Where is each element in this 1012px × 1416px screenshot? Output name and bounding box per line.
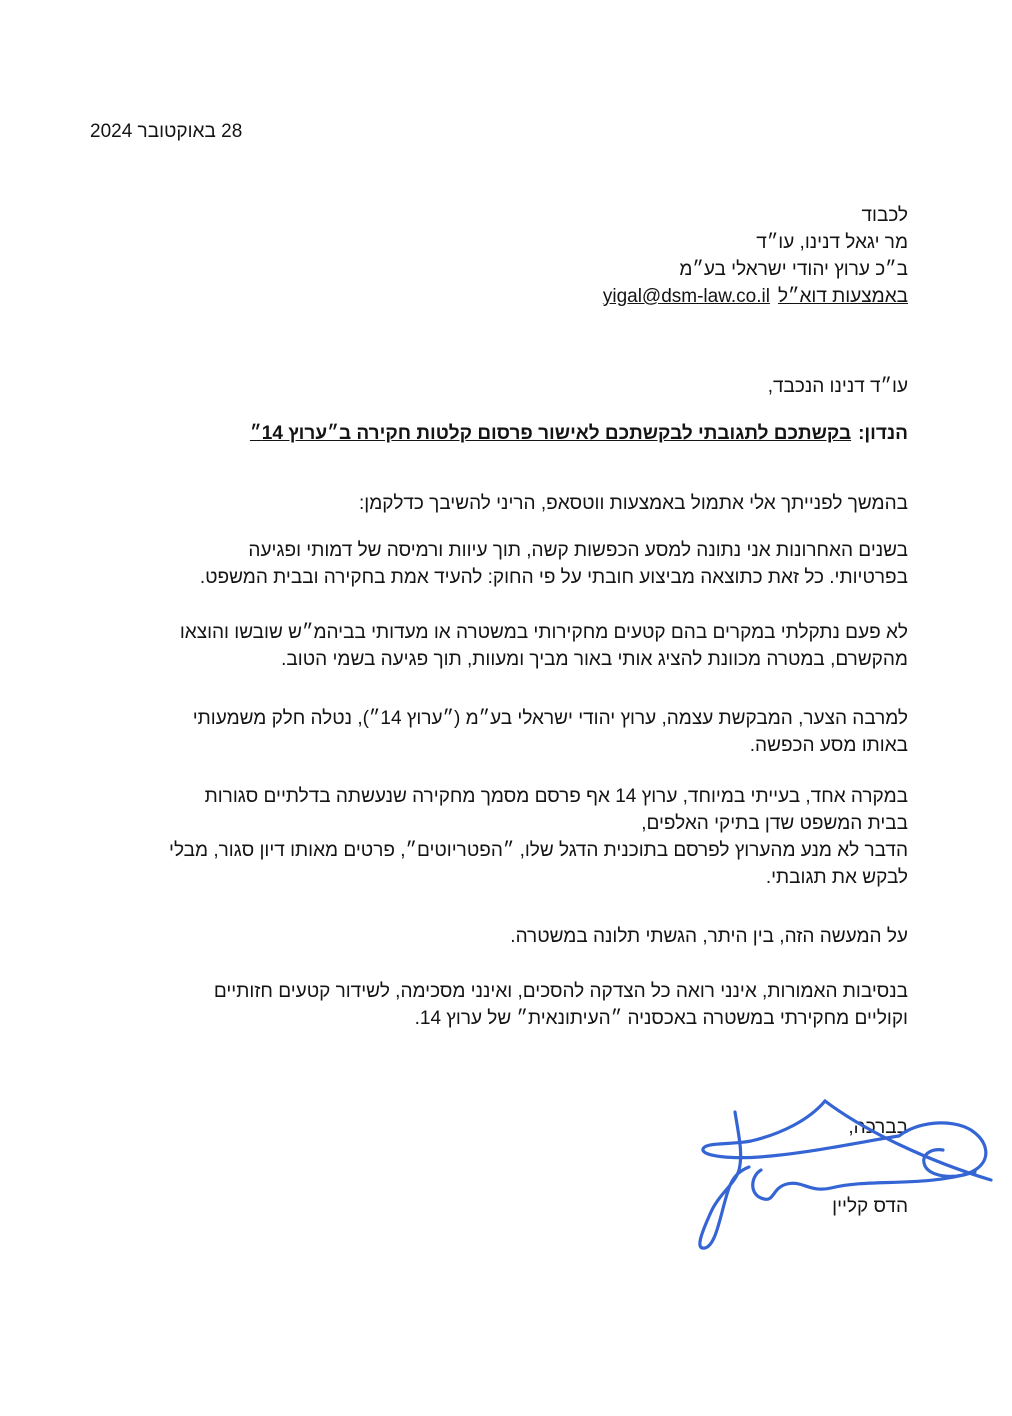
email-label: באמצעות דוא״ל [777, 286, 908, 307]
paragraph-line: בפרטיותי. כל זאת כתוצאה מביצוע חובתי על פי החוק: להעיד אמת בחקירה ובבית המשפט. [199, 567, 908, 588]
paragraph [90, 619, 908, 673]
paragraph [90, 490, 908, 517]
paragraph [90, 537, 908, 591]
recipient-role: ב״כ ערוץ יהודי ישראלי בע״מ [679, 259, 908, 280]
paragraph-line: במקרה אחד, בעייתי במיוחד, ערוץ 14 אף פרסם מסמך מחקירה שנעשתה בדלתיים סגורות [204, 786, 908, 807]
subject-text: בקשתכם לתגובתי לבקשתכם לאישור פרסום קלטות חקירה ב״ערוץ 14״ [249, 423, 852, 444]
signer-name: הדס קליין [832, 1196, 908, 1217]
paragraph-line: למרבה הצער, המבקשת עצמה, ערוץ יהודי ישראלי בע״מ (״ערוץ 14״), נטלה חלק משמעותי [192, 708, 908, 729]
recipient-block [90, 202, 908, 310]
paragraph [90, 923, 908, 950]
paragraph-line: בשנים האחרונות אני נתונה למסע הכפשות קשה, תוך עיוות ורמיסה של דמותי ופגיעה [248, 540, 908, 561]
paragraph-line: לבקש את תגובתי. [765, 867, 908, 888]
subject-prefix: הנדון: [858, 423, 908, 444]
recipient-heading: לכבוד [861, 205, 908, 226]
paragraph [90, 978, 908, 1032]
paragraph [90, 783, 908, 891]
paragraph-line: על המעשה הזה, בין היתר, הגשתי תלונה במשטרה. [510, 926, 908, 947]
paragraph-line: לא פעם נתקלתי במקרים בהם קטעים מחקירותי במשטרה או מעדותי בביהמ״ש שובשו והוצאו [179, 622, 908, 643]
valediction: בברכה, [848, 1117, 908, 1138]
paragraph-line: מהקשרם, במטרה מכוונת להציג אותי באור מביך ומעוות, תוך פגיעה בשמי הטוב. [281, 649, 908, 670]
paragraph-line: בבית המשפט שדן בתיקי האלפים, [641, 813, 908, 834]
paragraph-line: בהמשך לפנייתך אלי אתמול באמצעות ווטסאפ, הריני להשיבך כדלקמן: [359, 493, 908, 514]
recipient-name: מר יגאל דנינו, עו״ד [756, 232, 908, 253]
salutation: עו״ד דנינו הנכבד, [767, 376, 908, 397]
paragraph-line: באותו מסע הכפשה. [749, 735, 908, 756]
paragraph-line: בנסיבות האמורות, אינני רואה כל הצדקה להסכים, ואינני מסכימה, לשידור קטעים חזותיים [213, 981, 908, 1002]
letter-date: 28 באוקטובר 2024 [90, 121, 243, 142]
email-address[interactable]: yigal@dsm-law.co.il [602, 286, 770, 307]
subject-line [90, 420, 908, 447]
paragraph-line: הדבר לא מנע מהערוץ לפרסם בתוכנית הדגל שלו, ״הפטריוטים״, פרטים מאותו דיון סגור, מבלי [169, 840, 908, 861]
paragraph [90, 705, 908, 759]
paragraph-line: וקוליים מחקירתי במשטרה באכסניה ״העיתונאית״ של ערוץ 14. [414, 1008, 908, 1029]
recipient-email-line [90, 283, 908, 310]
